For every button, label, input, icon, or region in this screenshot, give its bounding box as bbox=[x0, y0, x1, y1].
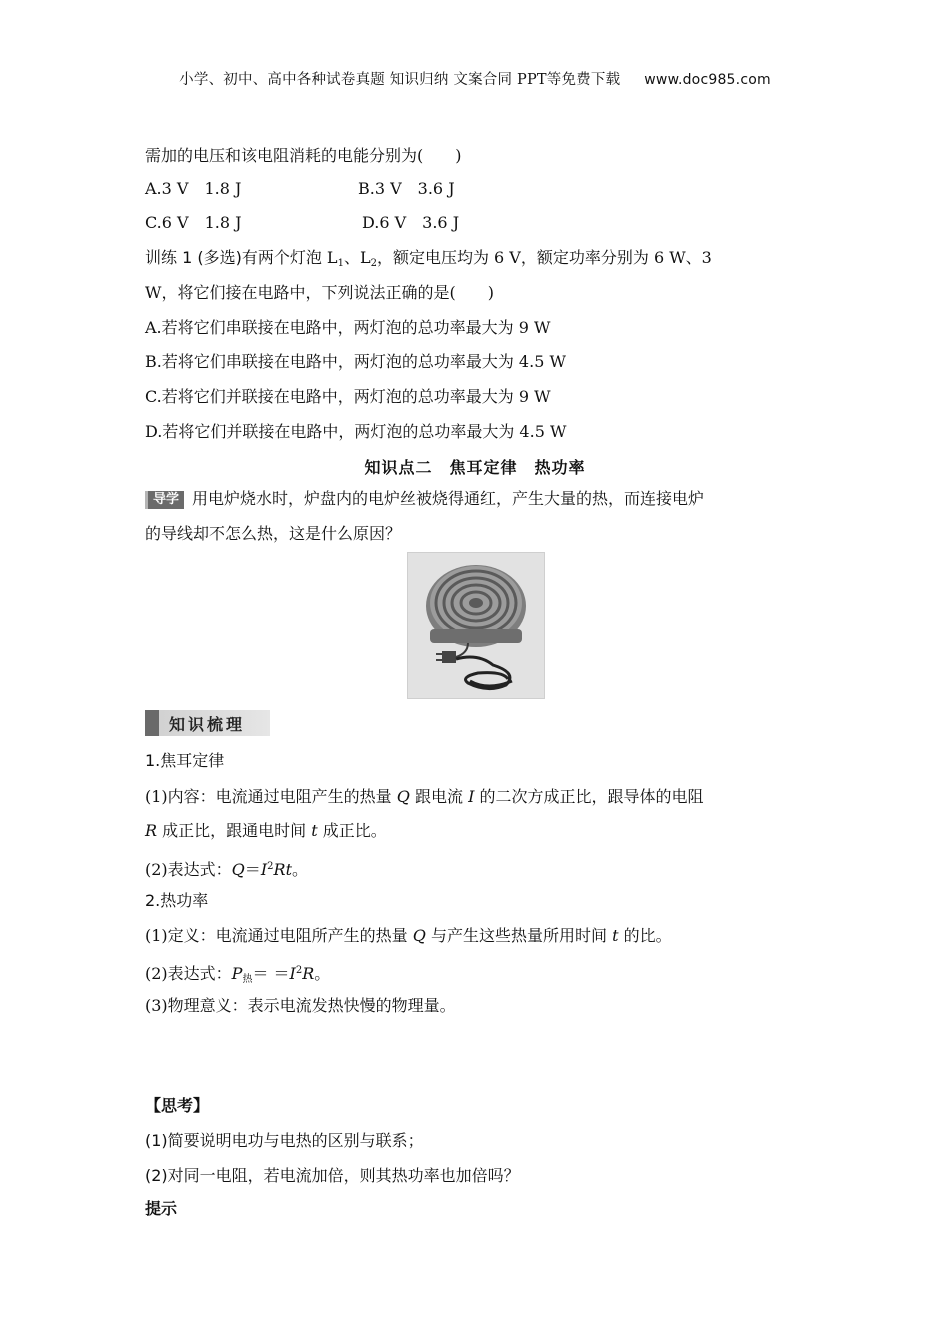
joule-content-line1: (1)内容：电流通过电阻产生的热量 Q 跟电流 I 的二次方成正比，跟导体的电阻 bbox=[145, 787, 704, 806]
option-a: A.3 V 1.8 J bbox=[145, 179, 242, 198]
training-label: 训练 1 (多选) bbox=[145, 248, 242, 267]
hint-label: 提示 bbox=[145, 1199, 178, 1218]
training-option-c: C.若将它们并联接在电路中，两灯泡的总功率最大为 9 W bbox=[145, 387, 551, 406]
option-c: C.6 V 1.8 J bbox=[145, 213, 242, 232]
header-text: 小学、初中、高中各种试卷真题 知识归纳 文案合同 PPT等免费下载 bbox=[179, 72, 621, 88]
option-d: D.6 V 3.6 J bbox=[362, 213, 460, 232]
guide-badge: 导学 bbox=[145, 491, 184, 509]
training-option-b: B.若将它们串联接在电路中，两灯泡的总功率最大为 4.5 W bbox=[145, 352, 566, 371]
heat-power-meaning: (3)物理意义：表示电流发热快慢的物理量。 bbox=[145, 996, 456, 1015]
stove-illustration bbox=[408, 553, 544, 698]
training-option-d: D.若将它们并联接在电路中，两灯泡的总功率最大为 4.5 W bbox=[145, 422, 567, 441]
tag-text: 知识梳理 bbox=[169, 715, 246, 734]
knowledge-tag bbox=[145, 710, 270, 736]
joule-content-line2: R 成正比，跟通电时间 t 成正比。 bbox=[145, 821, 387, 840]
think-title: 【思考】 bbox=[145, 1096, 210, 1115]
question-stem: 需加的电压和该电阻消耗的电能分别为( ) bbox=[145, 146, 462, 165]
section-title: 知识点二 焦耳定律 热功率 bbox=[364, 458, 586, 477]
heading-heat-power: 2.热功率 bbox=[145, 891, 209, 910]
training-1-line1: 训练 1 (多选)有两个灯泡 $L_1$、$L_2$，额定电压均为 6 V，额定功率分别为 6 W、3 bbox=[145, 248, 712, 269]
heading-joule-law: 1.焦耳定律 bbox=[145, 751, 225, 770]
heat-power-formula: (2)表达式：P热＝ $=I^2R$。 bbox=[145, 964, 331, 985]
header-url[interactable]: www.doc985.com bbox=[644, 72, 771, 88]
option-b: B.3 V 3.6 J bbox=[358, 179, 455, 198]
training-option-a: A.若将它们串联接在电路中，两灯泡的总功率最大为 9 W bbox=[145, 318, 551, 337]
electric-stove-photo bbox=[407, 552, 545, 699]
heat-power-definition: (1)定义：电流通过电阻所产生的热量 Q 与产生这些热量所用时间 t 的比。 bbox=[145, 926, 672, 945]
tag-bar bbox=[145, 710, 159, 736]
think-question-2: (2)对同一电阻，若电流加倍，则其热功率也加倍吗？ bbox=[145, 1166, 520, 1185]
guide-line2: 的导线却不怎么热，这是什么原因？ bbox=[145, 524, 402, 543]
think-question-1: (1)简要说明电功与电热的区别与联系； bbox=[145, 1131, 424, 1150]
guide-line1: 导学 用电炉烧水时，炉盘内的电炉丝被烧得通红，产生大量的热，而连接电炉 bbox=[145, 488, 704, 510]
joule-formula: (2)表达式：$Q=I^2Rt$。 bbox=[145, 860, 309, 879]
training-1-line2: W，将它们接在电路中，下列说法正确的是( ) bbox=[145, 283, 494, 302]
page-header bbox=[0, 68, 950, 89]
